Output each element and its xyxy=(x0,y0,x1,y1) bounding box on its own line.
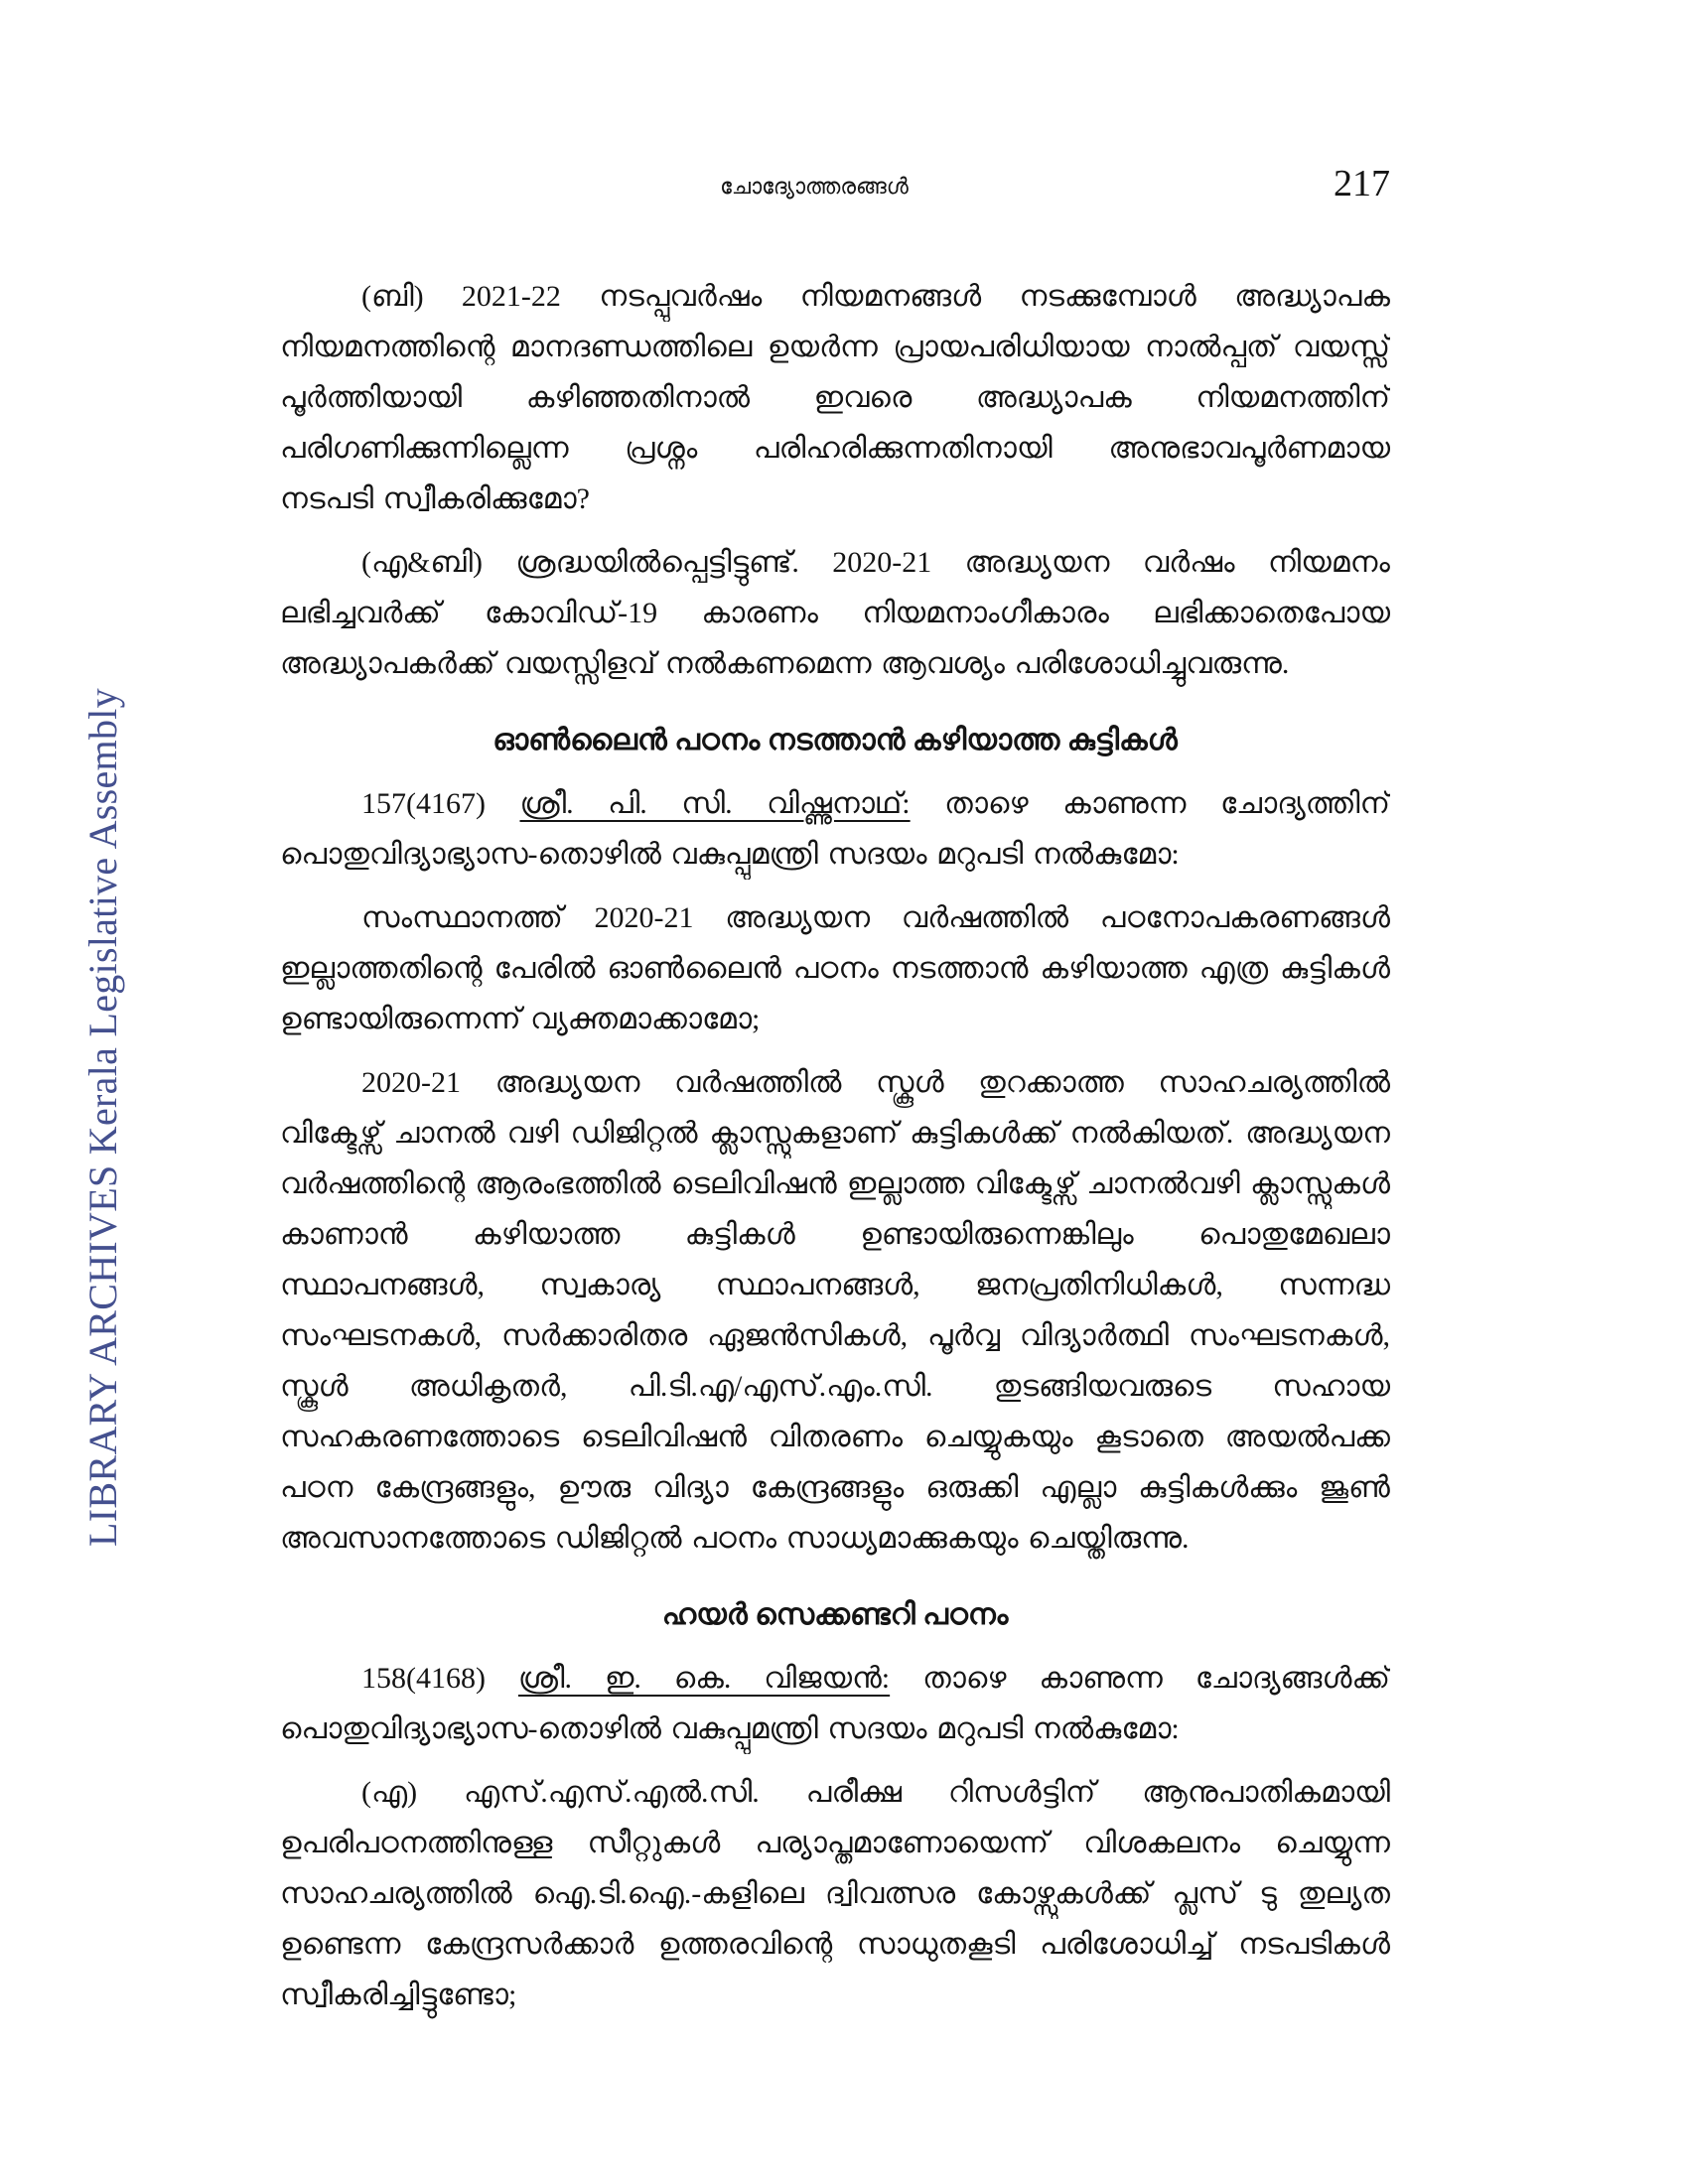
text-line: സ്വീകരിച്ചിട്ടുണ്ടോ; xyxy=(280,1979,517,2011)
question-number: 158(4168) xyxy=(361,1662,486,1695)
question-intro-text: താഴെ കാണുന്ന ചോദ്യത്തിന് xyxy=(944,787,1390,820)
text-line: സാഹചര്യത്തിൽ ഐ.ടി.ഐ.-കളിലെ ദ്വിവത്സര കോഴ്സുകൾക്ക് പ്ലസ് ടു തുല്യത xyxy=(280,1877,1390,1910)
text-line: പൊതുവിദ്യാഭ്യാസ-തൊഴിൽ വകുപ്പുമന്ത്രി സദയം മറുപടി നൽകുമോ: xyxy=(280,838,1180,871)
question-intro-text: താഴെ കാണുന്ന ചോദ്യങ്ങൾക്ക് xyxy=(922,1662,1390,1695)
text-line: ഉണ്ടെന്ന കേന്ദ്രസർക്കാർ ഉത്തരവിന്റെ സാധുതകൂടി പരിശോധിച്ച് നടപടികൾ xyxy=(280,1928,1390,1961)
text-line: ഉണ്ടായിരുന്നെന്ന് വ്യക്തമാക്കാമോ; xyxy=(280,1003,761,1035)
text-line: 2020-21 അദ്ധ്യയന വർഷത്തിൽ സ്കൂൾ തുറക്കാത്ത സാഹചര്യത്തിൽ xyxy=(361,1066,1390,1099)
text-line: ഉപരിപഠനത്തിനുള്ള സീറ്റുകൾ പര്യാപ്തമാണോയെന്ന് വിശകലനം ചെയ്യുന്ന xyxy=(280,1827,1390,1859)
question-158-intro xyxy=(280,1653,1390,1754)
text-line: സ്കൂൾ അധികൃതർ, പി.ടി.എ/എസ്.എം.സി. തുടങ്ങിയവരുടെ സഹായ xyxy=(280,1370,1390,1403)
running-title: ചോദ്യോത്തരങ്ങൾ xyxy=(720,174,909,199)
text-line: (ബി) 2021-22 നടപ്പുവർഷം നിയമനങ്ങൾ നടക്കുമ്പോൾ അദ്ധ്യാപക xyxy=(361,280,1390,313)
question-157-question xyxy=(280,892,1390,1044)
question-157-answer xyxy=(280,1057,1390,1564)
section-heading-online-learning: ഓൺലൈൻ പഠനം നടത്താൻ കഴിയാത്ത കുട്ടികൾ xyxy=(492,724,1178,756)
body-text xyxy=(280,271,1390,2020)
text-line: സ്ഥാപനങ്ങൾ, സ്വകാര്യ സ്ഥാപനങ്ങൾ, ജനപ്രതിനിധികൾ, സന്നദ്ധ xyxy=(280,1269,1390,1301)
text-line: (എ) എസ്.എസ്.എൽ.സി. പരീക്ഷ റിസൾട്ടിന് ആനുപാതികമായി xyxy=(361,1776,1390,1809)
question-157-intro xyxy=(280,778,1390,880)
text-line: കാണാൻ കഴിയാത്ത കുട്ടികൾ ഉണ്ടായിരുന്നെങ്കിലും പൊതുമേഖലാ xyxy=(280,1218,1390,1251)
text-line: അവസാനത്തോടെ ഡിജിറ്റൽ പഠനം സാധ്യമാക്കുകയും ചെയ്തിരുന്നു. xyxy=(280,1522,1190,1555)
text-line: സംസ്ഥാനത്ത് 2020-21 അദ്ധ്യയന വർഷത്തിൽ പഠനോപകരണങ്ങൾ xyxy=(361,901,1390,934)
answer-ab-paragraph xyxy=(280,537,1390,689)
question-number: 157(4167) xyxy=(361,787,486,820)
text-line: പഠന കേന്ദ്രങ്ങളും, ഊരു വിദ്യാ കേന്ദ്രങ്ങളും ഒരുക്കി എല്ലാ കുട്ടികൾക്കും ജൂൺ xyxy=(280,1471,1390,1504)
text-line: (എ&ബി) ശ്രദ്ധയിൽപ്പെട്ടിട്ടുണ്ട്. 2020-21 അദ്ധ്യയന വർഷം നിയമനം xyxy=(361,546,1390,579)
member-name: ശ്രീ. പി. സി. വിഷ്ണുനാഥ്: xyxy=(519,787,911,820)
question-158-line xyxy=(280,1653,1390,1704)
text-line: നടപടി സ്വീകരിക്കുമോ? xyxy=(280,482,590,515)
archive-watermark: LIBRARY ARCHIVES Kerala Legislative Assembly xyxy=(80,688,125,1547)
text-line: പൊതുവിദ്യാഭ്യാസ-തൊഴിൽ വകുപ്പുമന്ത്രി സദയം മറുപടി നൽകുമോ: xyxy=(280,1712,1180,1745)
text-line: പരിഗണിക്കുന്നില്ലെന്ന പ്രശ്നം പരിഹരിക്കുന്നതിനായി അനുഭാവപൂർണമായ xyxy=(280,432,1390,465)
text-line: ഇല്ലാത്തതിന്റെ പേരിൽ ഓൺലൈൻ പഠനം നടത്താൻ കഴിയാത്ത എത്ര കുട്ടികൾ xyxy=(280,952,1390,985)
text-line: വർഷത്തിന്റെ ആരംഭത്തിൽ ടെലിവിഷൻ ഇല്ലാത്ത വിക്ടേഴ്സ് ചാനൽവഴി ക്ലാസ്സുകൾ xyxy=(280,1167,1390,1200)
text-line: ലഭിച്ചവർക്ക് കോവിഡ്-19 കാരണം നിയമനാംഗീകാരം ലഭിക്കാതെപോയ xyxy=(280,597,1390,629)
text-line: സഹകരണത്തോടെ ടെലിവിഷൻ വിതരണം ചെയ്യുകയും കൂടാതെ അയൽപക്ക xyxy=(280,1421,1390,1453)
text-line: പൂർത്തിയായി കഴിഞ്ഞതിനാൽ ഇവരെ അദ്ധ്യാപക നിയമനത്തിന് xyxy=(280,381,1390,414)
member-name: ശ്രീ. ഇ. കെ. വിജയൻ: xyxy=(517,1662,891,1695)
page-number: 217 xyxy=(1334,163,1390,205)
section-heading-higher-secondary: ഹയർ സെക്കണ്ടറി പഠനം xyxy=(661,1598,1009,1631)
question-157-line xyxy=(280,778,1390,829)
question-158-question-a xyxy=(280,1767,1390,2020)
question-b-paragraph xyxy=(280,271,1390,524)
text-line: അദ്ധ്യാപകർക്ക് വയസ്സിളവ് നൽകണമെന്ന ആവശ്യം പരിശോധിച്ചുവരുന്നു. xyxy=(280,647,1290,680)
text-line: നിയമനത്തിന്റെ മാനദണ്ഡത്തിലെ ഉയർന്ന പ്രായപരിധിയായ നാൽപ്പത് വയസ്സ് xyxy=(280,331,1390,363)
text-line: വിക്ടേഴ്സ് ചാനൽ വഴി ഡിജിറ്റൽ ക്ലാസ്സുകളാണ് കുട്ടികൾക്ക് നൽകിയത്. അദ്ധ്യയന xyxy=(280,1117,1390,1150)
text-line: സംഘടനകൾ, സർക്കാരിതര ഏജൻസികൾ, പൂർവ്വ വിദ്യാർത്ഥി സംഘടനകൾ, xyxy=(280,1319,1390,1352)
